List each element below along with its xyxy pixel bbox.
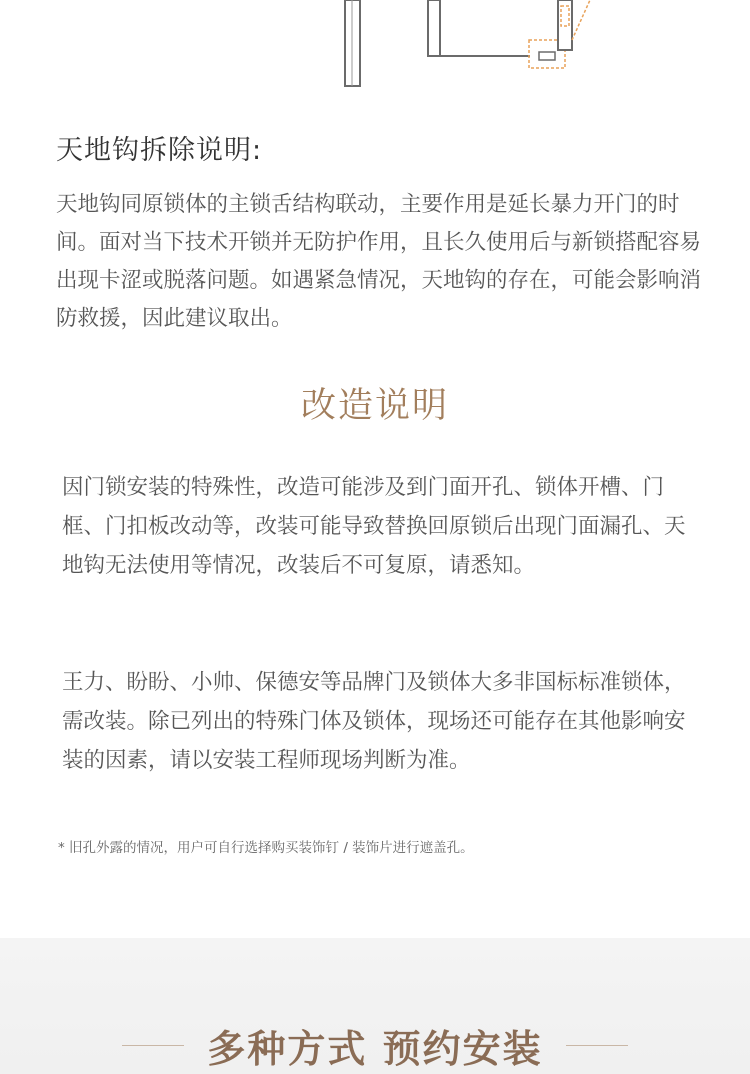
hook-removal-description: 天地钩同原锁体的主锁舌结构联动，主要作用是延长暴力开门的时间。面对当下技术开锁并无防护作用，且长久使用后与新锁搭配容易出现卡涩或脱落问题。如遇紧急情况，天地钩的存在，可能会影响消防救援，因此建议取出。 — [56, 192, 702, 331]
door-panel-bottom — [440, 0, 530, 56]
section-title-hook-removal: 天地钩拆除说明: — [56, 135, 263, 166]
modification-paragraph-2: 王力、盼盼、小帅、保德安等品牌门及锁体大多非国标标准锁体，需改装。除已列出的特殊门体及锁体，现场还可能存在其他影响安装的因素，请以安装工程师现场判断为准。 — [62, 670, 686, 773]
modification-paragraph-1: 因门锁安装的特殊性，改造可能涉及到门面开孔、锁体开槽、门框、门扣板改动等，改装可能导致替换回原锁后出现门面漏孔、天地钩无法使用等情况，改装后不可复原，请悉知。 — [62, 475, 686, 578]
booking-section-title: 多种方式 预约安装 — [207, 1027, 543, 1071]
door-illustration — [0, 0, 750, 110]
footnote: * 旧孔外露的情况，用户可自行选择购买装饰钉 / 装饰片进行遮盖孔。 — [58, 840, 474, 856]
highlight-leader-line — [572, 0, 590, 40]
door-hinge-side — [558, 0, 572, 50]
door-panel-edge — [428, 0, 440, 56]
section-title-modification: 改造说明 — [300, 386, 449, 426]
floor-bolt — [539, 52, 555, 60]
